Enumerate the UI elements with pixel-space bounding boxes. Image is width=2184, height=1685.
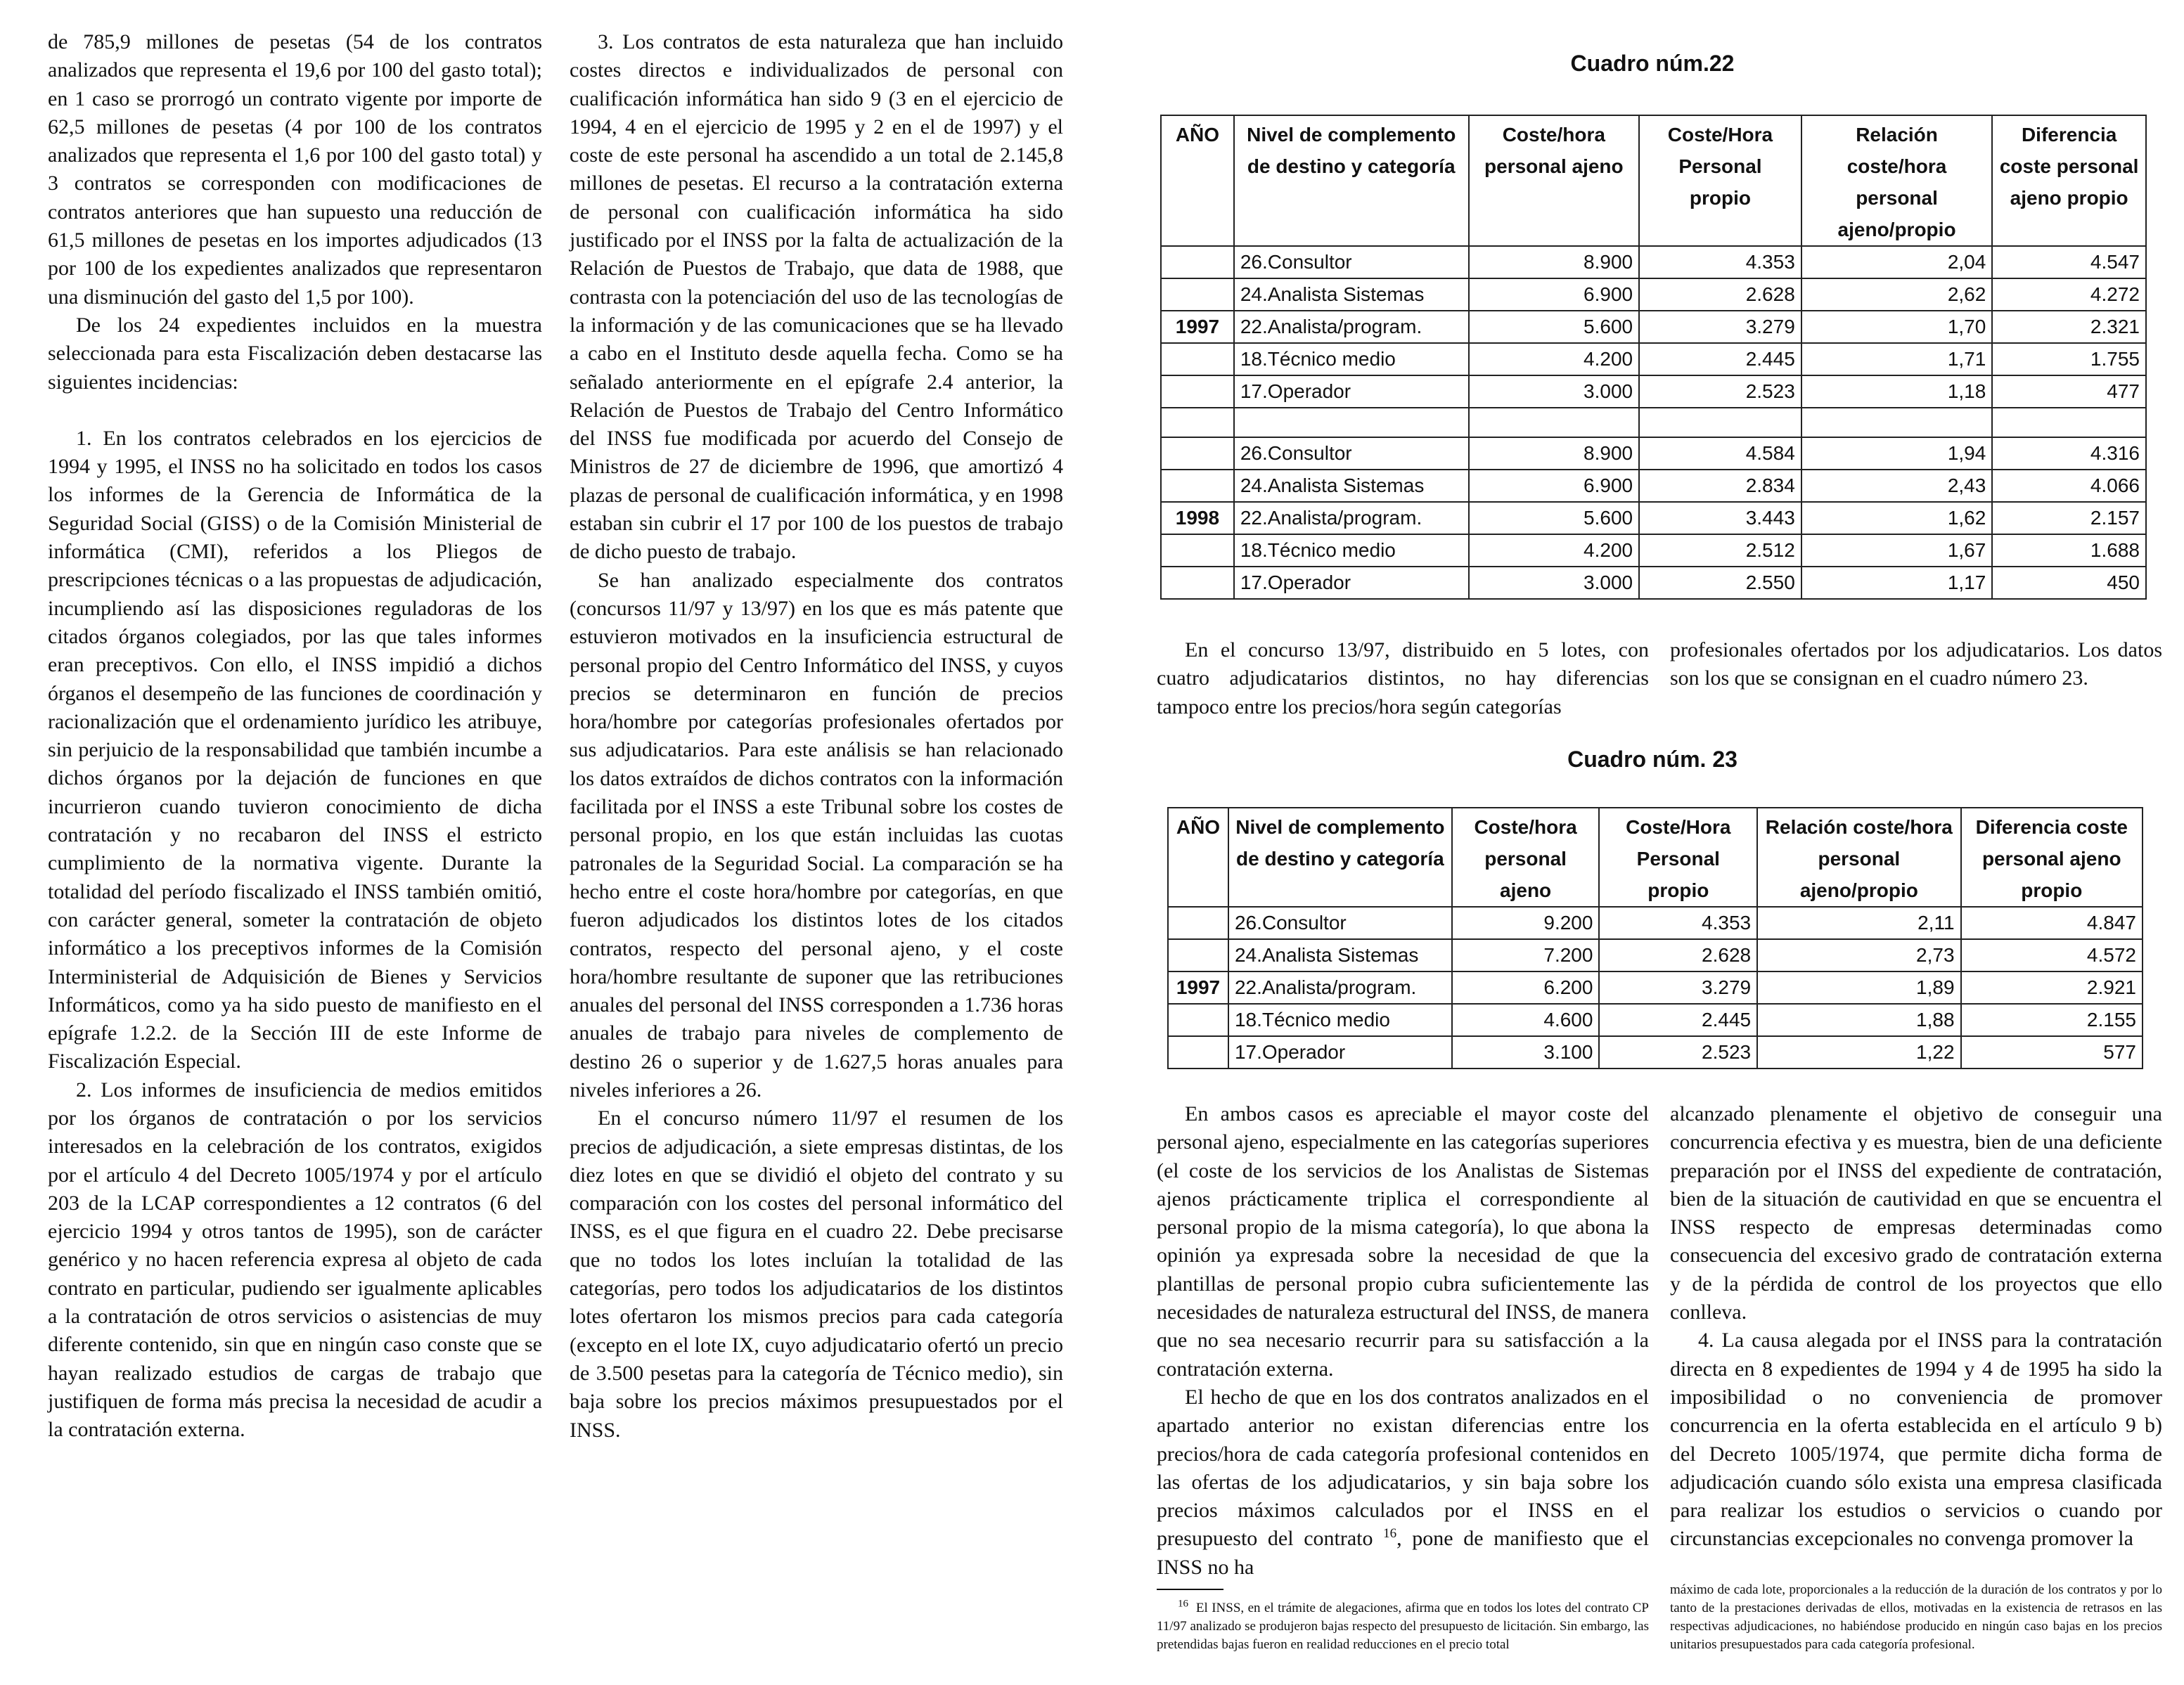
value-cell (1469, 408, 1640, 437)
left-text-column (48, 28, 542, 1445)
value-cell: 4.353 (1599, 907, 1757, 939)
table-row (1161, 567, 2146, 599)
table-row (1161, 437, 2146, 470)
category-cell: 17.Operador (1234, 567, 1469, 599)
category-cell: 24.Analista Sistemas (1228, 939, 1452, 971)
value-cell: 8.900 (1469, 437, 1640, 470)
value-cell: 1,18 (1801, 375, 1993, 408)
year-cell (1168, 1036, 1228, 1069)
category-cell: 26.Consultor (1234, 437, 1469, 470)
year-cell (1161, 343, 1234, 375)
value-cell: 3.000 (1469, 567, 1640, 599)
column-header: Coste/Hora Personal propio (1639, 115, 1801, 246)
footnote-text: máximo de cada lote, proporcionales a la reducción de la duración de los contratos y por lo tanto de la prestaciones derivadas de ellos, motivadas en la existencia de retrasos en las respectivas adjudicaciones, no habiéndose producido en ningún caso bajas en los precios unitarios presupuestados para cada categoría profesional. (1670, 1582, 2162, 1652)
category-cell: 24.Analista Sistemas (1234, 278, 1469, 311)
category-cell: 22.Analista/program. (1228, 971, 1452, 1004)
paragraph: 2. Los informes de insuficiencia de medios emitidos por los órganos de contratación o por los servicios interesados en la celebración de los contratos, exigidos por el artículo 4 del Decreto 1005/1974 y por el artículo 203 de la LCAP correspondientes a 12 contratos (6 del ejercicio 1994 y otros tantos de 1995), son de carácter genérico y no hacen referencia expresa al objeto de cada contrato en particular, pudiendo ser igualmente aplicables a la contratación de otros servicios o asistencias de muy diferente contenido, sin que en ningún caso conste que se hayan realizado estudios de cargas de trabajo que justifiquen de forma más precisa la necesidad de acudir a la contratación externa. (48, 1078, 542, 1442)
value-cell: 2.921 (1961, 971, 2143, 1004)
value-cell: 2.157 (1992, 502, 2146, 534)
value-cell: 1,67 (1801, 534, 1993, 567)
value-cell: 1,70 (1801, 311, 1993, 343)
year-cell: 1998 (1161, 502, 1234, 534)
category-cell: 26.Consultor (1228, 907, 1452, 939)
column-header: Coste/Hora Personal propio (1599, 808, 1757, 907)
footnote-right (1670, 1581, 2162, 1654)
cuadro-23-table (1167, 807, 2143, 1069)
table-row (1161, 534, 2146, 567)
value-cell: 6.200 (1452, 971, 1600, 1004)
value-cell: 4.547 (1992, 246, 2146, 278)
year-cell (1161, 408, 1234, 437)
year-cell (1161, 437, 1234, 470)
table-row (1161, 278, 2146, 311)
value-cell (1639, 408, 1801, 437)
value-cell (1801, 408, 1993, 437)
value-cell: 2.628 (1639, 278, 1801, 311)
category-cell: 18.Técnico medio (1234, 534, 1469, 567)
footnote-separator (1157, 1589, 1223, 1590)
category-cell: 17.Operador (1234, 375, 1469, 408)
value-cell: 2.834 (1639, 470, 1801, 502)
value-cell: 4.066 (1992, 470, 2146, 502)
value-cell: 3.100 (1452, 1036, 1600, 1069)
value-cell: 3.000 (1469, 375, 1640, 408)
year-cell (1161, 375, 1234, 408)
paragraph (1157, 1383, 1649, 1582)
year-cell (1161, 246, 1234, 278)
table-row (1161, 375, 2146, 408)
value-cell: 2,04 (1801, 246, 1993, 278)
lower-left-text (1157, 1100, 1649, 1582)
value-cell: 4.847 (1961, 907, 2143, 939)
value-cell: 1,89 (1757, 971, 1960, 1004)
value-cell: 2.628 (1599, 939, 1757, 971)
value-cell: 477 (1992, 375, 2146, 408)
table-header-row (1168, 808, 2143, 907)
value-cell: 3.279 (1599, 971, 1757, 1004)
value-cell: 1,62 (1801, 502, 1993, 534)
value-cell: 577 (1961, 1036, 2143, 1069)
paragraph: profesionales ofertados por los adjudicatarios. Los datos son los que se consignan en el cuadro número 23. (1670, 638, 2162, 690)
footnote-number: 16 (1178, 1598, 1188, 1610)
value-cell: 6.900 (1469, 470, 1640, 502)
value-cell: 7.200 (1452, 939, 1600, 971)
footnote-text: El INSS, en el trámite de alegaciones, afirma que en todos los lotes del contrato CP 11/97 analizado se produjeron bajas respecto del presupuesto de licitación. Sin embargo, las pretendidas bajas fueron en realidad reducciones en el precio total (1157, 1601, 1649, 1652)
column-header: Coste/hora personal ajeno (1469, 115, 1640, 246)
paragraph: En ambos casos es apreciable el mayor coste del personal ajeno, especialmente en las categorías superiores (el coste de los servicios de los Analistas de Sistemas ajenos prácticamente triplica el correspondiente al personal propio de la misma categoría), lo que abona la opinión ya expresada sobre la necesidad de que la plantillas de personal propio cubra suficientemente las necesidades de naturaleza estructural del INSS, de manera que no sea necesario recurrir para su satisfacción a la contratación externa. (1157, 1102, 1649, 1381)
value-cell: 2,11 (1757, 907, 1960, 939)
category-cell: 26.Consultor (1234, 246, 1469, 278)
value-cell: 1,17 (1801, 567, 1993, 599)
paragraph: En el concurso número 11/97 el resumen de los precios de adjudicación, a siete empresas distintas, de los diez lotes en que se dividió el objeto del contrato y su comparación con los costes del personal informático del INSS, es el que figura en el cuadro 22. Debe precisarse que no todos los lotes incluían la totalidad de las categorías, pero todos los adjudicatarios de los distintos lotes ofertaron los mismos precios para cada categoría (excepto en el lote IX, cuyo adjudicatario ofertó un precio de 3.500 pesetas para la categoría de Técnico medio), sin baja sobre los precios máximos presupuestados por el INSS. (570, 1106, 1063, 1442)
cuadro-22-table (1160, 115, 2147, 600)
year-cell: 1997 (1168, 971, 1228, 1004)
column-header: Diferencia coste personal ajeno propio (1961, 808, 2143, 907)
year-cell (1168, 907, 1228, 939)
value-cell: 4.316 (1992, 437, 2146, 470)
paragraph: 3. Los contratos de esta naturaleza que han incluido costes directos e individualizados de personal con cualificación informática han sido 9 (3 en el ejercicio de 1994, 4 en el ejercicio de 1995 y 2 en el de 1997) y el coste de este personal ha ascendido a un total de 2.145,8 millones de pesetas. El recurso a la contratación externa de personal con cualificación informática ha sido justificado por el INSS por la falta de actualización de la Relación de Puestos de Trabajo, que data de 1988, que contrasta con la potenciación del uso de las tecnologías de la información y de las comunicaciones que se ha llevado a cabo en el Instituto desde aquella fecha. Como se ha señalado anteriormente en el epígrafe 2.4 anterior, la Relación de Puestos de Trabajo del Centro Informático del INSS fue modificada por acuerdo del Consejo de Ministros de 27 de diciembre de 1996, que amortizó 4 plazas de personal de cualificación informática, y en 1998 estaban sin cubrir el 17 por 100 de los puestos de trabajo de dicho puesto de trabajo. (570, 30, 1063, 564)
paragraph: de 785,9 millones de pesetas (54 de los contratos analizados que representa el 19,6 por 100 del gasto total); en 1 caso se prorrogó un contrato vigente por importe de 62,5 millones de pesetas (4 por 100 de los contratos analizados que representa el 1,6 por 100 del gasto total) y 3 contratos se corresponden con modificaciones de contratos anteriores que han supuesto una reducción de 61,5 millones de pesetas en los importes adjudicados (13 por 100 de los expedientes analizados que representaron una disminución del gasto del 1,5 por 100). (48, 30, 542, 309)
value-cell: 4.353 (1639, 246, 1801, 278)
year-cell (1161, 534, 1234, 567)
paragraph: 1. En los contratos celebrados en los ejercicios de 1994 y 1995, el INSS no ha solicitado en todos los casos los informes de la Gerencia de Informática de la Seguridad Social (GISS) o de la Comisión Ministerial de informática (CMI), referidos a los Pliegos de prescripciones técnicas o a las propuestas de adjudicación, incumpliendo así las disposiciones reguladoras de los citados órganos colegiados, por las que tales informes eran preceptivos. Con ello, el INSS impidió a dichos órganos el desempeño de las funciones de coordinación y racionalización que el ordenamiento jurídico les atribuye, sin perjuicio de la responsabilidad que también incumbe a dichos órganos por la dejación de funciones en que incurrieron cuando tuvieron conocimiento de dicha contratación y no recabaron del INSS el estricto cumplimiento de la normativa vigente. Durante la totalidad del período fiscalizado el INSS también omitió, con carácter general, someter la contratación de objeto informático a los preceptivos informes de la Comisión Interministerial de Adquisición de Bienes y Servicios Informáticos, como ya ha sido puesto de manifiesto en el epígrafe 1.2.2. de la Sección III de este Informe de Fiscalización Especial. (48, 426, 542, 1073)
table-row (1161, 343, 2146, 375)
value-cell: 8.900 (1469, 246, 1640, 278)
value-cell: 2,73 (1757, 939, 1960, 971)
value-cell: 1.755 (1992, 343, 2146, 375)
value-cell: 2.523 (1599, 1036, 1757, 1069)
table-row (1168, 1004, 2143, 1036)
table-row (1168, 971, 2143, 1004)
cuadro-23-title: Cuadro núm. 23 (1567, 747, 1737, 772)
column-header: Relación coste/hora personal ajeno/propio (1757, 808, 1960, 907)
year-cell (1161, 567, 1234, 599)
value-cell: 3.443 (1639, 502, 1801, 534)
value-cell: 9.200 (1452, 907, 1600, 939)
paragraph: De los 24 expedientes incluidos en la muestra seleccionada para esta Fiscalización deben destacarse las siguientes incidencias: (48, 313, 542, 394)
table-row (1161, 246, 2146, 278)
value-cell (1992, 408, 2146, 437)
category-cell: 22.Analista/program. (1234, 311, 1469, 343)
concurso-13-text-left (1157, 636, 1649, 721)
lower-right-text (1670, 1100, 2162, 1554)
value-cell: 2.445 (1639, 343, 1801, 375)
table-row (1168, 939, 2143, 971)
concurso-13-text-right (1670, 636, 2162, 693)
table-header-row (1161, 115, 2146, 246)
value-cell: 2.155 (1961, 1004, 2143, 1036)
table-row (1168, 1036, 2143, 1069)
paragraph: Se han analizado especialmente dos contratos (concursos 11/97 y 13/97) en los que es más patente que estuvieron motivados en la insuficiencia estructural de personal propio del Centro Informático del INSS, y cuyos precios se determinaron en función de precios hora/hombre por categorías profesionales ofertados por sus adjudicatarios. Para este análisis se han relacionado los datos extraídos de dichos contratos con la información facilitada por el INSS a este Tribunal sobre los costes de personal propio, en los que están incluidas las cuotas patronales de la Seguridad Social. La comparación se ha hecho entre el coste hora/hombre por categorías, en que fueron adjudicados los distintos lotes de los citados contratos, respecto del personal ajeno, y el coste hora/hombre resultante de suponer que las retribuciones anuales del personal del INSS corresponden a 1.736 horas anuales de trabajo para niveles de complemento de destino 26 o superior y de 1.627,5 horas anuales para niveles inferiores a 26. (570, 568, 1063, 1102)
value-cell: 1,71 (1801, 343, 1993, 375)
table-row (1168, 907, 2143, 939)
paragraph: 4. La causa alegada por el INSS para la contratación directa en 8 expedientes de 1994 y 4 de 1995 ha sido la imposibilidad o no conveniencia de promover concurrencia en la oferta establecida en el artículo 9 b) del Decreto 1005/1974, que permite dicha forma de adjudicación cuando sólo exista una empresa clasificada para realizar los estudios o servicios o cuando por circunstancias excepcionales no convenga promover la (1670, 1329, 2162, 1551)
value-cell: 3.279 (1639, 311, 1801, 343)
value-cell: 2,62 (1801, 278, 1993, 311)
value-cell: 2.550 (1639, 567, 1801, 599)
value-cell: 2.321 (1992, 311, 2146, 343)
column-header: AÑO (1161, 115, 1234, 246)
footnote-reference: 16 (1383, 1526, 1397, 1542)
value-cell: 4.584 (1639, 437, 1801, 470)
category-cell: 24.Analista Sistemas (1234, 470, 1469, 502)
middle-text-column (570, 28, 1063, 1445)
value-cell: 4.600 (1452, 1004, 1600, 1036)
value-cell: 4.200 (1469, 534, 1640, 567)
table-row (1161, 502, 2146, 534)
column-header: Diferencia coste personal ajeno propio (1992, 115, 2146, 246)
table-row (1161, 470, 2146, 502)
cuadro-22-title: Cuadro núm.22 (1570, 51, 1735, 76)
column-header: Nivel de complemento de destino y categoría (1228, 808, 1452, 907)
column-header: Nivel de complemento de destino y categoría (1234, 115, 1469, 246)
value-cell: 6.900 (1469, 278, 1640, 311)
value-cell: 4.572 (1961, 939, 2143, 971)
year-cell: 1997 (1161, 311, 1234, 343)
paragraph-text: , pone de manifiesto que el INSS no ha (1157, 1527, 1650, 1579)
paragraph-text: El hecho de que en los dos contratos analizados en el apartado anterior no existan diferencias entre los precios/hora de cada categoría profesional contenidos en las ofertas de los adjudicatarios, y sin baja sobre los precios máximos calculados por el INSS en el presupuesto del contrato (1157, 1385, 1649, 1551)
footnote-left (1157, 1599, 1649, 1654)
paragraph: alcanzado plenamente el objetivo de conseguir una concurrencia efectiva y es muestra, bien de una deficiente preparación por el INSS del expediente de contratación, bien de la situación de cautividad en que se encuentra el INSS respecto de empresas determinadas como consecuencia del excesivo grado de contratación externa y de la pérdida de control de los proyectos que ello conlleva. (1670, 1102, 2162, 1324)
value-cell: 2.445 (1599, 1004, 1757, 1036)
value-cell: 4.272 (1992, 278, 2146, 311)
value-cell: 2.512 (1639, 534, 1801, 567)
column-header: AÑO (1168, 808, 1228, 907)
year-cell (1161, 278, 1234, 311)
value-cell: 5.600 (1469, 502, 1640, 534)
value-cell: 5.600 (1469, 311, 1640, 343)
year-cell (1161, 470, 1234, 502)
value-cell: 2,43 (1801, 470, 1993, 502)
category-cell: 18.Técnico medio (1234, 343, 1469, 375)
category-cell: 22.Analista/program. (1234, 502, 1469, 534)
table-row (1161, 311, 2146, 343)
value-cell: 2.523 (1639, 375, 1801, 408)
category-cell: 18.Técnico medio (1228, 1004, 1452, 1036)
category-cell (1234, 408, 1469, 437)
value-cell: 1.688 (1992, 534, 2146, 567)
column-header: Relación coste/hora personal ajeno/propio (1801, 115, 1993, 246)
column-header: Coste/hora personal ajeno (1452, 808, 1600, 907)
table-row (1161, 408, 2146, 437)
value-cell: 1,94 (1801, 437, 1993, 470)
value-cell: 1,22 (1757, 1036, 1960, 1069)
value-cell: 1,88 (1757, 1004, 1960, 1036)
value-cell: 450 (1992, 567, 2146, 599)
category-cell: 17.Operador (1228, 1036, 1452, 1069)
year-cell (1168, 939, 1228, 971)
paragraph: En el concurso 13/97, distribuido en 5 lotes, con cuatro adjudicatarios distintos, no hay diferencias tampoco entre los precios/hora según categorías (1157, 638, 1649, 718)
value-cell: 4.200 (1469, 343, 1640, 375)
year-cell (1168, 1004, 1228, 1036)
